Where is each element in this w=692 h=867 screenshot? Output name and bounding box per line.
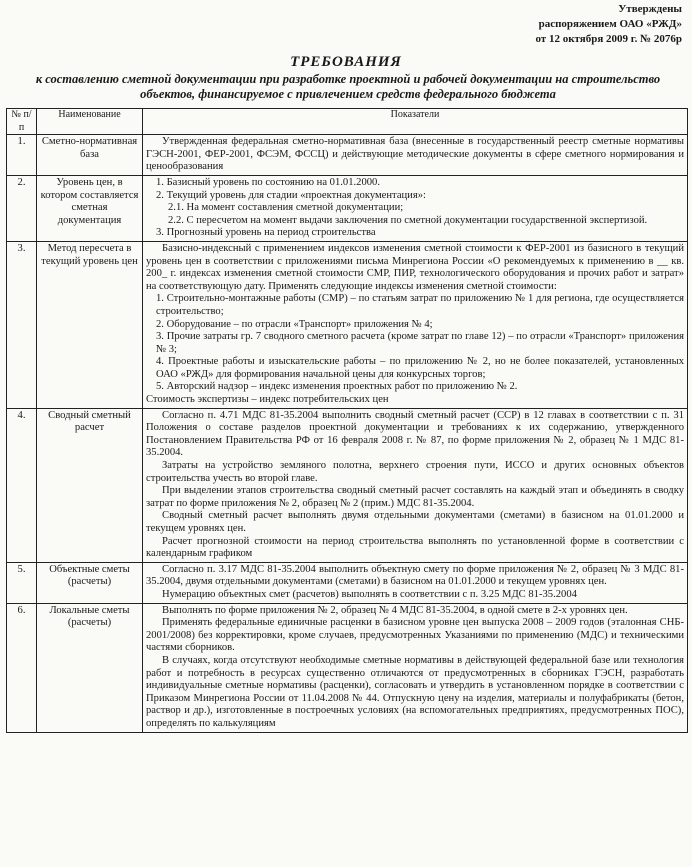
paragraph: 1. Строительно-монтажные работы (СМР) – по статьям затрат по приложению № 1 для региона, где осуществляется строительство; <box>156 293 684 317</box>
paragraph: Сводный сметный расчет выполнять двумя отдельными документами (сметами) в базисном на 01.01.2000 и текущем уровнях цен. <box>146 510 684 534</box>
row-name: Сметно-нормативная база <box>37 135 143 176</box>
header-num: № п/п <box>7 109 37 135</box>
paragraph: 2.2. С пересчетом на момент выдачи заключения по сметной документации государственной экспертизой. <box>168 214 648 226</box>
document-title: ТРЕБОВАНИЯ <box>290 54 402 70</box>
paragraph: 2. Текущий уровень для стадии «проектная документация»: <box>156 189 426 201</box>
row-content <box>143 562 688 603</box>
row-number: 3. <box>7 241 37 408</box>
row-number: 6. <box>7 603 37 732</box>
row-number: 2. <box>7 175 37 241</box>
paragraph: Нумерацию объектных смет (расчетов) выполнять в соответствии с п. 3.25 МДС 81-35.2004 <box>162 588 577 600</box>
table-row <box>7 135 688 176</box>
row-name: Сводный сметный расчет <box>37 408 143 562</box>
paragraph: Стоимость экспертизы – индекс потребительских цен <box>146 394 389 406</box>
paragraph: 5. Авторский надзор – индекс изменения проектных работ по приложению № 2. <box>156 381 518 393</box>
row-content <box>143 175 688 241</box>
paragraph: 4. Проектные работы и изыскательские работы – по приложению № 2, но не более показателей, установленных ОАО «РЖД» для формирования начальной цены для конкурсных торгов; <box>156 356 684 380</box>
row-number: 5. <box>7 562 37 603</box>
table-row <box>7 562 688 603</box>
paragraph: Утвержденная федеральная сметно-нормативная база (внесенные в государственный реестр сметные нормативы ГЭСН-2001, ФЕР-2001, ФСЭМ, ФССЦ) и действующие методические документы в сфере сметного нормирования и ценообразования <box>146 136 684 173</box>
row-name: Объектные сметы (расчеты) <box>37 562 143 603</box>
approval-line-2: распоряжением ОАО «РЖД» <box>538 18 682 30</box>
paragraph: Расчет прогнозной стоимости на период строительства выполнять по установленной форме в соответствии с календарным графиком <box>146 535 684 560</box>
paragraph: При выделении этапов строительства сводный сметный расчет составлять на каждый этап и объединять в сводку затрат по форме приложения № 2, образец № 2 (прим.) МДС 81-35.2004. <box>146 485 684 509</box>
table-row <box>7 175 688 241</box>
paragraph: 1. Базисный уровень по состоянию на 01.01.2000. <box>156 176 380 188</box>
row-content <box>143 241 688 408</box>
paragraph: 2. Оборудование – по отрасли «Транспорт» приложения № 4; <box>156 318 433 330</box>
row-name: Локальные сметы (расчеты) <box>37 603 143 732</box>
table-row <box>7 241 688 408</box>
row-name: Уровень цен, в котором составляется сметная документация <box>37 175 143 241</box>
row-content <box>143 408 688 562</box>
paragraph: Затраты на устройство земляного полотна, верхнего строения пути, ИССО и других основных объектов строительства учесть во второй главе. <box>146 460 684 484</box>
table-header-row <box>7 109 688 135</box>
header-content: Показатели <box>143 109 688 135</box>
header-name: Наименование <box>37 109 143 135</box>
approval-line-1: Утверждены <box>618 3 682 15</box>
paragraph: Применять федеральные единичные расценки в базисном уровне цен выпуска 2008 – 2009 годов (эталонная СНБ- 2001/2008) без корректировки, кроме случаев, предусмотренных Указаниями по применению (МДС) и техническими частями сборников. <box>146 617 684 654</box>
row-content <box>143 135 688 176</box>
row-number: 1. <box>7 135 37 176</box>
row-name: Метод пересчета в текущий уровень цен <box>37 241 143 408</box>
paragraph: Базисно-индексный с применением индексов изменения сметной стоимости к ФЕР-2001 из базисного в текущий уровень цен в соответствии с приложениями письма Минрегиона России «О рекомендуемых к применению в __ кв. 200_ г. индексах изменения сметной стоимости СМР, ПИР, технологического оборудования и прочих работ и затрат» на соответствующую дату. Применять следующие индексы изменения сметной стоимости: <box>146 242 684 292</box>
document-subtitle: к составлению сметной документации при разработке проектной и рабочей документации на строительство объектов, финансируемое с привлечением средств федерального бюджета <box>35 72 661 101</box>
paragraph: 3. Прочие затраты гр. 7 сводного сметного расчета (кроме затрат по главе 12) – по отрасли «Транспорт» приложения № 3; <box>156 331 684 355</box>
paragraph: Согласно п. 4.71 МДС 81-35.2004 выполнить сводный сметный расчет (ССР) в 12 главах в соответствии с п. 31 Положения о составе разделов проектной документации и требованиях к их содержанию, утвержденного Постановлением Правительства РФ от 16 февраля 2008 г. № 87, по форме приложения № 2, образец № 1 МДС 81-35.2004. <box>146 409 684 459</box>
paragraph: 2.1. На момент составления сметной документации; <box>168 202 404 214</box>
paragraph: Согласно п. 3.17 МДС 81-35.2004 выполнить объектную смету по форме приложения № 2, образец № 3 МДС 81-35.2004, двумя отдельными документами (сметами) в базисном на 01.01.2000 и текущем уровнях цен. <box>146 563 684 588</box>
requirements-table <box>6 108 688 733</box>
row-content <box>143 603 688 732</box>
table-row <box>7 408 688 562</box>
paragraph: 3. Прогнозный уровень на период строительства <box>156 227 376 239</box>
approval-line-3: от 12 октября 2009 г. № 2076р <box>535 33 682 45</box>
row-number: 4. <box>7 408 37 562</box>
paragraph: Выполнять по форме приложения № 2, образец № 4 МДС 81-35.2004, в одной смете в 2-х уровнях цен. <box>162 604 628 616</box>
table-row <box>7 603 688 732</box>
paragraph: В случаях, когда отсутствуют необходимые сметные нормативы в действующей федеральной базе или технология работ и потребность в ресурсах существенно отличаются от предусмотренных в сборниках ГЭСН, разработать индивидуальные сметные нормативы (расценки), согласовать и утвердить в установленном порядке в соответствии с Приказом Минрегиона России от 11.04.2008 № 44. Отпускную цену на изделия, материалы и полуфабрикаты (бетон, раствор и др.), изготовленные в построечных условиях (на вспомогательных предприятиях, предусмотренных ПОС), определять по калькуляциям <box>146 654 684 729</box>
approval-stamp <box>535 2 682 47</box>
